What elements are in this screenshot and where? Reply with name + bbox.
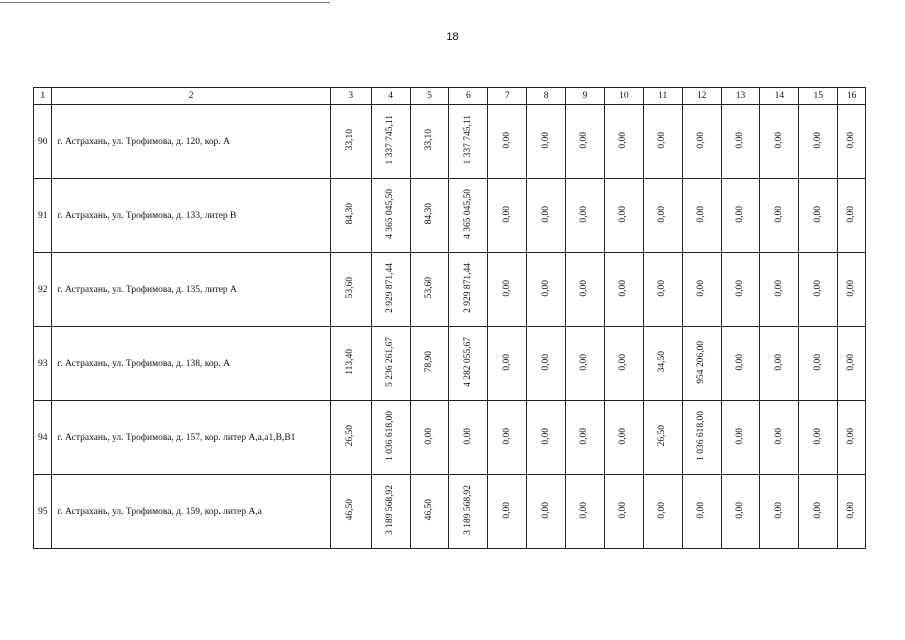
value-text: 0,00 (846, 427, 857, 445)
value-text: 0,00 (501, 353, 512, 371)
value-text: 26,50 (657, 425, 668, 447)
value-cell (410, 105, 449, 179)
value-cell (410, 401, 449, 475)
value-cell (760, 475, 799, 549)
value-text: 0,00 (812, 427, 823, 445)
value-cell (449, 401, 488, 475)
value-cell (604, 253, 643, 327)
value-text: 0,00 (501, 279, 512, 297)
value-cell (330, 253, 371, 327)
value-cell (604, 105, 643, 179)
value-cell (760, 253, 799, 327)
value-text: 0,00 (846, 353, 857, 371)
value-cell (566, 327, 605, 401)
value-text: 4 365 045,50 (462, 189, 473, 239)
header-cell: 2 (52, 88, 330, 105)
value-cell (643, 401, 682, 475)
value-cell (682, 327, 721, 401)
value-text: 46,50 (345, 499, 356, 521)
value-cell (449, 253, 488, 327)
value-cell (371, 179, 410, 253)
header-cell: 10 (604, 88, 643, 105)
value-text: 0,00 (540, 131, 551, 149)
value-text: 1 036 618,00 (385, 411, 396, 461)
top-scan-rule (0, 2, 330, 3)
value-text: 0,00 (812, 353, 823, 371)
value-text: 0,00 (773, 501, 784, 519)
value-cell (527, 327, 566, 401)
value-cell (721, 327, 760, 401)
value-cell (527, 105, 566, 179)
header-cell: 4 (371, 88, 410, 105)
value-cell (527, 179, 566, 253)
value-cell (410, 475, 449, 549)
value-text: 2 929 871,44 (385, 263, 396, 313)
value-text: 1 337 745,11 (462, 115, 473, 165)
value-text: 0,00 (734, 279, 745, 297)
value-cell (371, 327, 410, 401)
value-text: 33,10 (423, 129, 434, 151)
value-text: 2 929 871,44 (462, 263, 473, 313)
value-cell (721, 401, 760, 475)
value-text: 0,00 (696, 279, 707, 297)
value-text: 33,10 (345, 129, 356, 151)
value-cell (604, 401, 643, 475)
value-text: 0,00 (501, 131, 512, 149)
value-cell (604, 179, 643, 253)
header-cell: 5 (410, 88, 449, 105)
value-text: 26,50 (345, 425, 356, 447)
value-text: 0,00 (579, 131, 590, 149)
row-number: 94 (34, 401, 52, 475)
value-cell (449, 327, 488, 401)
value-cell (682, 401, 721, 475)
value-text: 53,60 (345, 277, 356, 299)
value-cell (760, 105, 799, 179)
value-cell (838, 105, 866, 179)
value-cell (488, 401, 527, 475)
value-text: 0,00 (657, 501, 668, 519)
page-number: 18 (446, 31, 459, 43)
value-text: 84,30 (345, 203, 356, 225)
value-cell (410, 179, 449, 253)
value-text: 0,00 (618, 205, 629, 223)
value-text: 0,00 (734, 131, 745, 149)
value-cell (799, 327, 838, 401)
value-text: 0,00 (773, 353, 784, 371)
table-row (34, 253, 866, 327)
value-cell (488, 105, 527, 179)
value-cell (371, 401, 410, 475)
value-text: 0,00 (618, 131, 629, 149)
value-text: 3 189 568,92 (385, 485, 396, 535)
value-cell (566, 105, 605, 179)
value-cell (643, 105, 682, 179)
value-text: 0,00 (501, 501, 512, 519)
value-cell (838, 401, 866, 475)
value-text: 0,00 (540, 205, 551, 223)
row-number: 91 (34, 179, 52, 253)
value-cell (488, 327, 527, 401)
value-cell (330, 327, 371, 401)
value-cell (643, 253, 682, 327)
value-text: 0,00 (657, 131, 668, 149)
value-text: 0,00 (696, 205, 707, 223)
value-cell (799, 179, 838, 253)
address-cell: г. Астрахань, ул. Трофимова, д. 138, кор. А (52, 327, 330, 401)
value-text: 34,50 (657, 351, 668, 373)
value-cell (721, 253, 760, 327)
value-cell (330, 179, 371, 253)
value-text: 0,00 (773, 427, 784, 445)
value-text: 0,00 (773, 131, 784, 149)
data-table (33, 87, 866, 549)
value-cell (410, 253, 449, 327)
value-cell (682, 475, 721, 549)
value-cell (760, 179, 799, 253)
value-text: 0,00 (734, 205, 745, 223)
value-cell (799, 253, 838, 327)
value-text: 0,00 (812, 501, 823, 519)
value-text: 0,00 (773, 205, 784, 223)
value-text: 0,00 (812, 279, 823, 297)
value-text: 0,00 (812, 131, 823, 149)
value-cell (488, 475, 527, 549)
header-cell: 9 (566, 88, 605, 105)
value-cell (330, 475, 371, 549)
row-number: 93 (34, 327, 52, 401)
value-cell (449, 105, 488, 179)
header-cell: 15 (799, 88, 838, 105)
value-cell (799, 475, 838, 549)
value-cell (838, 327, 866, 401)
value-cell (721, 475, 760, 549)
row-number: 95 (34, 475, 52, 549)
value-text: 0,00 (540, 279, 551, 297)
value-cell (488, 179, 527, 253)
value-cell (371, 253, 410, 327)
value-text: 0,00 (734, 427, 745, 445)
header-cell: 12 (682, 88, 721, 105)
row-number: 92 (34, 253, 52, 327)
address-cell: г. Астрахань, ул. Трофимова, д. 133, литер В (52, 179, 330, 253)
value-cell (410, 327, 449, 401)
table-row (34, 179, 866, 253)
value-cell (527, 253, 566, 327)
value-text: 0,00 (618, 353, 629, 371)
value-text: 0,00 (540, 427, 551, 445)
table-row (34, 105, 866, 179)
table-row (34, 401, 866, 475)
value-cell (838, 179, 866, 253)
value-text: 0,00 (579, 353, 590, 371)
value-text: 0,00 (734, 353, 745, 371)
value-text: 0,00 (618, 501, 629, 519)
value-text: 0,00 (579, 279, 590, 297)
value-cell (330, 401, 371, 475)
header-cell: 7 (488, 88, 527, 105)
value-text: 1 036 618,00 (696, 411, 707, 461)
value-cell (721, 105, 760, 179)
value-text: 0,00 (812, 205, 823, 223)
header-cell: 1 (34, 88, 52, 105)
value-cell (682, 179, 721, 253)
value-text: 0,00 (773, 279, 784, 297)
value-text: 0,00 (540, 501, 551, 519)
value-text: 0,00 (501, 205, 512, 223)
value-text: 46,50 (423, 499, 434, 521)
value-text: 0,00 (657, 205, 668, 223)
row-number: 90 (34, 105, 52, 179)
value-text: 0,00 (579, 501, 590, 519)
value-text: 1 337 745,11 (385, 115, 396, 165)
value-cell (682, 105, 721, 179)
value-cell (643, 475, 682, 549)
table-row (34, 327, 866, 401)
value-cell (799, 401, 838, 475)
value-text: 5 236 261,67 (385, 337, 396, 387)
value-cell (604, 327, 643, 401)
value-cell (449, 179, 488, 253)
value-cell (449, 475, 488, 549)
value-text: 0,00 (734, 501, 745, 519)
header-cell: 16 (838, 88, 866, 105)
value-text: 0,00 (696, 501, 707, 519)
value-text: 0,00 (501, 427, 512, 445)
value-text: 0,00 (696, 131, 707, 149)
value-cell (566, 253, 605, 327)
value-text: 0,00 (846, 205, 857, 223)
address-cell: г. Астрахань, ул. Трофимова, д. 157, кор. литер А,а,а1,В,В1 (52, 401, 330, 475)
value-text: 0,00 (846, 501, 857, 519)
value-text: 4 282 055,67 (462, 337, 473, 387)
value-cell (566, 179, 605, 253)
value-cell (721, 179, 760, 253)
address-cell: г. Астрахань, ул. Трофимова, д. 135, литер А (52, 253, 330, 327)
value-text: 4 365 045,50 (385, 189, 396, 239)
value-cell (760, 401, 799, 475)
header-cell: 3 (330, 88, 371, 105)
value-cell (566, 401, 605, 475)
value-cell (838, 475, 866, 549)
value-cell (371, 105, 410, 179)
value-text: 0,00 (462, 427, 473, 445)
table-row (34, 475, 866, 549)
value-text: 0,00 (423, 427, 434, 445)
value-cell (643, 179, 682, 253)
value-text: 113,40 (345, 349, 356, 375)
address-cell: г. Астрахань, ул. Трофимова, д. 159, кор. литер А,а (52, 475, 330, 549)
value-text: 0,00 (846, 279, 857, 297)
value-cell (604, 475, 643, 549)
header-cell: 13 (721, 88, 760, 105)
value-cell (527, 401, 566, 475)
header-cell: 11 (643, 88, 682, 105)
header-row (34, 88, 866, 105)
value-text: 0,00 (579, 205, 590, 223)
value-cell (371, 475, 410, 549)
value-text: 954 206,00 (696, 340, 707, 384)
value-text: 53,60 (423, 277, 434, 299)
value-text: 84,30 (423, 203, 434, 225)
value-text: 0,00 (579, 427, 590, 445)
value-cell (799, 105, 838, 179)
value-text: 78,90 (423, 351, 434, 373)
value-cell (330, 105, 371, 179)
header-cell: 8 (527, 88, 566, 105)
value-text: 0,00 (657, 279, 668, 297)
value-cell (527, 475, 566, 549)
value-cell (838, 253, 866, 327)
value-cell (643, 327, 682, 401)
value-text: 0,00 (618, 279, 629, 297)
value-text: 3 189 568,92 (462, 485, 473, 535)
header-cell: 14 (760, 88, 799, 105)
value-cell (682, 253, 721, 327)
address-cell: г. Астрахань, ул. Трофимова, д. 120, кор. А (52, 105, 330, 179)
value-text: 0,00 (846, 131, 857, 149)
value-text: 0,00 (618, 427, 629, 445)
value-cell (488, 253, 527, 327)
value-text: 0,00 (540, 353, 551, 371)
value-cell (566, 475, 605, 549)
value-cell (760, 327, 799, 401)
header-cell: 6 (449, 88, 488, 105)
